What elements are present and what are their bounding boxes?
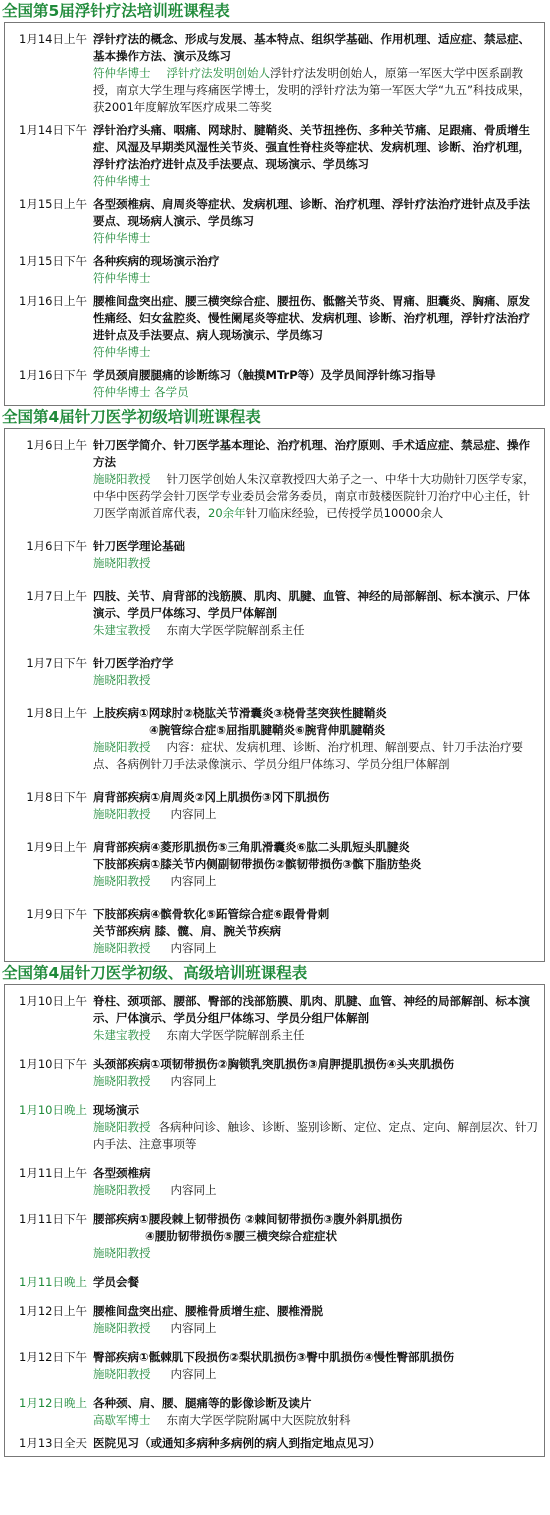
row-content — [93, 1303, 544, 1337]
row-note: 东南大学医学院解剖系主任 — [166, 1028, 305, 1042]
row-topic: 针刀医学治疗学 — [93, 656, 174, 670]
row-topic: 肩背部疾病①肩周炎②冈上肌损伤③冈下肌损伤 — [93, 790, 330, 804]
row-note: 内容同上 — [170, 1074, 217, 1088]
row-time: 1月10日下午 — [19, 1057, 87, 1071]
row-topic: 学员会餐 — [93, 1275, 139, 1289]
table-row — [5, 1165, 544, 1199]
row-teacher: 施晓阳教授 — [93, 740, 151, 754]
row-time: 1月7日下午 — [26, 656, 87, 670]
row-topic: 腰椎间盘突出症、腰三横突综合症、腰扭伤、骶髂关节炎、胃痛、胆囊炎、胸痛、原发性痛经、妇女盆腔炎、慢性阑尾炎等症状、发病机理、诊断、治疗机理，浮针疗法治疗进针点及手法要点、病人现场演示、学员练习 — [93, 294, 530, 342]
row-content — [93, 538, 544, 572]
row-topic: 腰部疾病①腰段棘上韧带损伤 ②棘间韧带损伤③腹外斜肌损伤 — [93, 1212, 403, 1226]
row-content — [93, 196, 544, 247]
table-row — [5, 1274, 544, 1291]
teacher-title: 浮针疗法发明创始人 — [166, 66, 271, 80]
section-title: 全国第5届浮针疗法培训班课程表 — [2, 2, 230, 20]
row-time: 1月6日上午 — [26, 438, 87, 452]
row-note: 内容同上 — [170, 941, 217, 955]
row-note: 内容同上 — [170, 874, 217, 888]
row-teacher: 施晓阳教授 — [93, 874, 151, 888]
row-teacher: 朱建宝教授 — [93, 1028, 151, 1042]
row-content — [93, 655, 544, 689]
row-content — [93, 588, 544, 639]
table-row — [5, 122, 544, 190]
row-teacher: 符仲华博士 — [93, 345, 151, 359]
schedule-table — [4, 984, 545, 1457]
row-topic: ④腰肋韧带损伤⑤腰三横突综合症症状 — [145, 1229, 337, 1243]
row-teacher: 符仲华博士 — [93, 271, 151, 285]
row-topic: 臀部疾病①骶棘肌下段损伤②梨状肌损伤③臀中肌损伤④慢性臀部肌损伤 — [93, 1350, 454, 1364]
table-row — [5, 1349, 544, 1383]
table-row — [5, 839, 544, 890]
schedule-table — [4, 428, 545, 962]
row-content — [93, 1274, 544, 1291]
table-row — [5, 789, 544, 823]
row-content — [93, 367, 544, 401]
table-row — [5, 1435, 544, 1452]
row-content — [93, 1349, 544, 1383]
row-content — [93, 122, 544, 190]
table-row — [5, 437, 544, 522]
row-teacher: 符仲华博士 各学员 — [93, 385, 189, 399]
row-topic: 现场演示 — [93, 1103, 139, 1117]
section-zhendao-advanced — [0, 962, 550, 1457]
row-topic: 腰椎间盘突出症、腰椎骨质增生症、腰椎滑脱 — [93, 1304, 323, 1318]
row-time: 1月16日上午 — [19, 294, 87, 308]
row-time: 1月12日上午 — [19, 1304, 87, 1318]
row-time: 1月11日晚上 — [19, 1275, 87, 1289]
row-topic: 浮针治疗头痛、咽痛、网球肘、腱鞘炎、关节扭挫伤、多种关节痛、足跟痛、骨质增生症、风湿及早期类风湿性关节炎、强直性脊柱炎等症状、发病机理、诊断、治疗机理，浮针疗法治疗进针点及手法要点、现场演示、学员练习 — [93, 123, 530, 171]
teacher-bio: 针刀医学创始人朱汉章教授四大弟子之一、中华十大功勋针刀医学专家，中华中医药学会针刀医学专业委员会常务委员，南京市鼓楼医院针刀治疗中心主任，针刀医学南派首席代表， — [93, 472, 535, 520]
row-topic: 医院见习（或通知多病种多病例的病人到指定地点见习） — [93, 1436, 381, 1450]
row-topic: ④腕管综合症⑤屈指肌腱鞘炎⑥腕背伸肌腱鞘炎 — [149, 723, 386, 737]
table-row — [5, 1102, 544, 1153]
row-topic: 关节部疾病 膝、髋、肩、腕关节疾病 — [93, 924, 282, 938]
teacher-bio-tail: 针刀临床经验，已传授学员10000余人 — [245, 506, 444, 520]
row-topic: 浮针疗法的概念、形成与发展、基本特点、组织学基础、作用机理、适应症、禁忌症、基本操作方法、演示及练习 — [93, 32, 530, 63]
row-content — [93, 1435, 544, 1452]
row-topic: 头颈部疾病①项韧带损伤②胸锁乳突肌损伤③肩胛提肌损伤④头夹肌损伤 — [93, 1057, 454, 1071]
table-row — [5, 253, 544, 287]
table-row — [5, 705, 544, 773]
row-time: 1月10日晚上 — [19, 1103, 87, 1117]
row-time: 1月7日上午 — [26, 589, 87, 603]
row-topic: 脊柱、颈项部、腰部、臀部的浅部筋膜、肌肉、肌腱、血管、神经的局部解剖、标本演示、尸体演示、学员分组尸体练习、学员分组尸体解剖 — [93, 994, 530, 1025]
row-time: 1月11日下午 — [19, 1212, 87, 1226]
row-time: 1月6日下午 — [26, 539, 87, 553]
row-time: 1月8日上午 — [26, 706, 87, 720]
row-note: 内容同上 — [170, 807, 217, 821]
row-teacher: 符仲华博士 — [93, 174, 151, 188]
table-row — [5, 196, 544, 247]
row-time: 1月11日上午 — [19, 1166, 87, 1180]
row-content — [93, 293, 544, 361]
row-content — [93, 839, 544, 890]
row-teacher: 高歇军博士 — [93, 1413, 151, 1427]
row-note: 各病种问诊、触诊、诊断、鉴别诊断、定位、定点、定向、解剖层次、针刀内手法、注意事项等 — [93, 1120, 539, 1151]
row-topic: 各种疾病的现场演示治疗 — [93, 254, 220, 268]
row-teacher: 施晓阳教授 — [93, 556, 151, 570]
row-topic: 各种颈、肩、腰、腿痛等的影像诊断及读片 — [93, 1396, 312, 1410]
row-note: 内容同上 — [170, 1183, 217, 1197]
table-row — [5, 1303, 544, 1337]
row-topic: 肩背部疾病④菱形肌损伤⑤三角肌滑囊炎⑥肱二头肌短头肌腱炎 — [93, 840, 410, 854]
row-teacher: 施晓阳教授 — [93, 807, 151, 821]
row-topic: 针刀医学理论基础 — [93, 539, 185, 553]
row-time: 1月14日下午 — [19, 123, 87, 137]
table-row — [5, 1211, 544, 1262]
table-row — [5, 367, 544, 401]
row-time: 1月10日上午 — [19, 994, 87, 1008]
row-content — [93, 789, 544, 823]
row-time: 1月16日下午 — [19, 368, 87, 382]
row-teacher: 施晓阳教授 — [93, 1321, 151, 1335]
row-teacher: 施晓阳教授 — [93, 1120, 151, 1134]
row-teacher: 施晓阳教授 — [93, 1183, 151, 1197]
row-note: 内容同上 — [170, 1367, 217, 1381]
table-row — [5, 293, 544, 361]
schedule-table — [4, 22, 545, 406]
row-content — [93, 31, 544, 116]
row-teacher: 施晓阳教授 — [93, 941, 151, 955]
row-time: 1月15日上午 — [19, 197, 87, 211]
row-note: 东南大学医学院附属中大医院放射科 — [166, 1413, 351, 1427]
row-content — [93, 1395, 544, 1429]
row-note — [93, 66, 530, 114]
row-note: 内容同上 — [170, 1321, 217, 1335]
row-time: 1月12日晚上 — [19, 1396, 87, 1410]
row-teacher: 符仲华博士 — [93, 66, 151, 80]
row-topic: 学员颈肩腰腿痛的诊断练习（触摸MTrP等）及学员间浮针练习指导 — [93, 368, 436, 382]
row-note: 东南大学医学院解剖系主任 — [166, 623, 305, 637]
row-topic: 上肢疾病①网球肘②桡肱关节滑囊炎③桡骨茎突狭性腱鞘炎 — [93, 706, 387, 720]
row-content — [93, 705, 544, 773]
section-title: 全国第4届针刀医学初级培训班课程表 — [2, 408, 261, 426]
row-time: 1月15日下午 — [19, 254, 87, 268]
row-topic: 下肢部疾病①膝关节内侧副韧带损伤②髌韧带损伤③髌下脂肪垫炎 — [93, 857, 422, 871]
row-time: 1月12日下午 — [19, 1350, 87, 1364]
table-row — [5, 1395, 544, 1429]
table-row — [5, 993, 544, 1044]
row-content — [93, 1056, 544, 1090]
row-content — [93, 1211, 544, 1262]
row-teacher: 施晓阳教授 — [93, 1074, 151, 1088]
section-title: 全国第4届针刀医学初级、高级培训班课程表 — [2, 964, 308, 982]
table-row — [5, 906, 544, 957]
table-row — [5, 588, 544, 639]
row-teacher: 施晓阳教授 — [93, 673, 151, 687]
row-teacher: 朱建宝教授 — [93, 623, 151, 637]
section-fuzhen — [0, 0, 550, 406]
teacher-bio: 浮针疗法发明创始人，原第一军医大学中医系副教授，南京大学生理与疼痛医学博士，发明的浮针疗法为第一军医大学“九五”科技成果，获2001年度解放军医疗成果二等奖 — [93, 66, 531, 114]
row-teacher: 施晓阳教授 — [93, 1246, 151, 1260]
row-note: 内容：症状、发病机理、诊断、治疗机理、解剖要点、针刀手法治疗要点、各病例针刀手法录像演示、学员分组尸体练习、学员分组尸体解剖 — [93, 740, 524, 771]
row-content — [93, 1102, 544, 1153]
row-content — [93, 906, 544, 957]
row-topic: 下肢部疾病④髌骨软化⑤跖管综合症⑥跟骨骨刺 — [93, 907, 330, 921]
row-content — [93, 437, 544, 522]
section-zhendao-basic — [0, 406, 550, 962]
row-content — [93, 993, 544, 1044]
row-time: 1月9日下午 — [26, 907, 87, 921]
row-topic: 各型颈椎病 — [93, 1166, 151, 1180]
table-row — [5, 655, 544, 689]
row-teacher: 符仲华博士 — [93, 231, 151, 245]
row-topic: 针刀医学简介、针刀医学基本理论、治疗机理、治疗原则、手术适应症、禁忌症、操作方法 — [93, 438, 530, 469]
row-time: 1月8日下午 — [26, 790, 87, 804]
row-note — [93, 472, 535, 520]
row-teacher: 施晓阳教授 — [93, 1367, 151, 1381]
row-topic: 四肢、关节、肩背部的浅筋膜、肌肉、肌腱、血管、神经的局部解剖、标本演示、尸体演示、学员尸体练习、学员尸体解剖 — [93, 589, 530, 620]
row-topic: 各型颈椎病、肩周炎等症状、发病机理、诊断、治疗机理、浮针疗法治疗进针点及手法要点、现场病人演示、学员练习 — [93, 197, 530, 228]
row-content — [93, 253, 544, 287]
row-teacher: 施晓阳教授 — [93, 472, 151, 486]
row-time: 1月9日上午 — [26, 840, 87, 854]
table-row — [5, 538, 544, 572]
table-row — [5, 1056, 544, 1090]
row-time: 1月13日全天 — [19, 1436, 87, 1450]
row-content — [93, 1165, 544, 1199]
row-time: 1月14日上午 — [19, 32, 87, 46]
table-row — [5, 31, 544, 116]
experience-years: 20余年 — [208, 506, 246, 520]
